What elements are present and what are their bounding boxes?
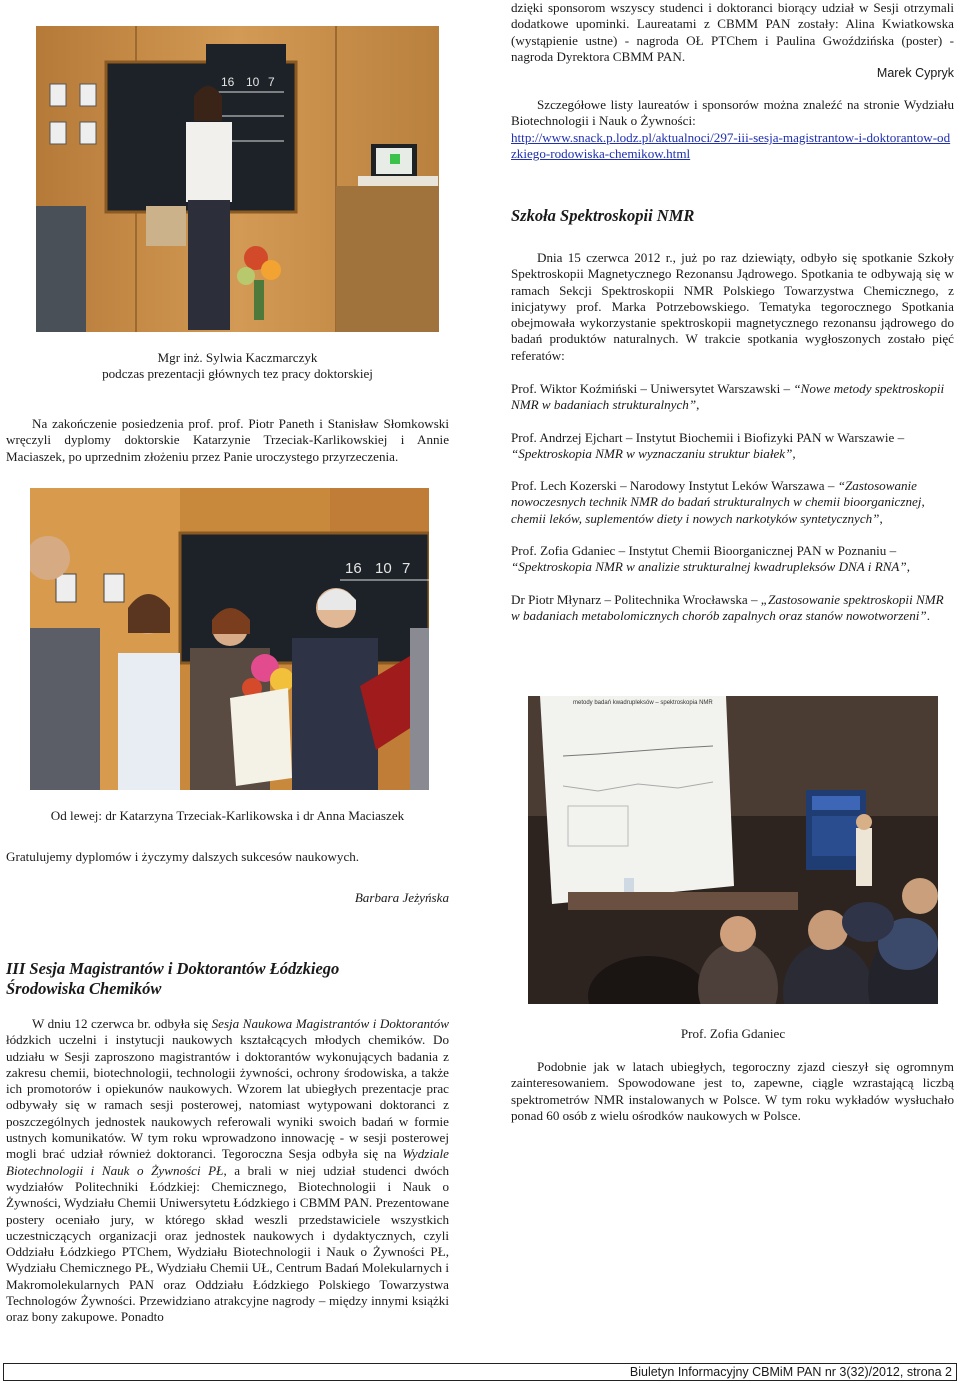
photo-caption-kaczmarczyk: Mgr inż. Sylwia Kaczmarczyk podczas prezentacji głównych tez pracy doktorskiej xyxy=(102,350,373,382)
author-signature: Marek Cypryk xyxy=(876,66,954,80)
talk-item: Prof. Lech Kozerski – Narodowy Instytut Leków Warszawa – “Zastosowanie nowoczesnych technik NMR do badań strukturalnych w chemii bioorganicznej, chemii leków, suplementów diety i nowych narkotyków syntetycznych”, xyxy=(511,478,925,526)
page-footer xyxy=(3,1363,957,1381)
nmr-intro-paragraph: Dnia 15 czerwca 2012 r., już po raz dziewiąty, odbyło się spotkanie Szkoły Spektroskopii Magnetycznego Rezonansu Jądrowego. Spotkania te odbywają się w ramach Sekcji Spektroskopii NMR Polskiego Towarzystwa Chemicznego, z inicjatywy prof. Marka Potrzebowskiego. Tematyka tegorocznego Spotkania obejmowała wykorzystanie spektroskopii magnetycznego rezonansu jądrowego do badań produktów naturalnych. W trakcie spotkania wygłoszonych zostało pięć referatów: xyxy=(511,250,954,363)
photo-caption-gdaniec: Prof. Zofia Gdaniec xyxy=(680,1026,786,1041)
talk-item: Prof. Wiktor Koźmiński – Uniwersytet Warszawski – “Nowe metody spektroskopii NMR w badaniach strukturalnych”, xyxy=(511,381,945,413)
diploma-ceremony-photo xyxy=(30,488,429,790)
board-number: 10 xyxy=(246,75,260,89)
talk-item: Prof. Zofia Gdaniec – Instytut Chemii Bioorganicznej PAN w Poznaniu – “Spektroskopia NMR w analizie strukturalnej kwadrupleksów DNA i RNA”, xyxy=(511,543,910,575)
author-signature: Barbara Jeżyńska xyxy=(354,890,449,905)
board-number: 7 xyxy=(402,560,411,577)
phd-paragraph: Na zakończenie posiedzenia prof. prof. Piotr Paneth i Stanisław Słomkowski wręczyli dyplomy doktorskie Katarzynie Trzeciak-Karlikowskiej i Annie Maciaszek, po uprzednim złożeniu przez Panie uroczystego przyrzeczenia. xyxy=(6,416,449,464)
details-paragraph: Szczegółowe listy laureatów i sponsorów można znaleźć na stronie Wydziału Biotechnologii i Nauk o Żywności: xyxy=(511,97,954,129)
section-title-session: III Sesja Magistrantów i Doktorantów Łódzkiego Środowiska Chemików xyxy=(6,959,340,998)
lecture-hall-photo xyxy=(528,696,938,1004)
talk-item: Dr Piotr Młynarz – Politechnika Wrocławska – „Zastosowanie spektroskopii NMR w badaniach metabolomicznych chorób zapalnych oraz stanów nowotworzeni”. xyxy=(511,591,944,623)
nmr-closing-paragraph: Podobnie jak w latach ubiegłych, tegoroczny zjazd cieszył się ogromnym zainteresowaniem. Spowodowane jest to, zapewne, ciągle wzrastającą liczbą spektrometrów NMR instalowanych w Polsce. W tym roku wykładów wysłuchało ponad 60 osób z wielu ośrodków naukowych w Polsce. xyxy=(511,1059,954,1123)
photo-caption-doctors: Od lewej: dr Katarzyna Trzeciak-Karlikowska i dr Anna Maciaszek xyxy=(50,808,405,823)
presentation-photo xyxy=(36,26,439,332)
board-number: 16 xyxy=(345,560,362,577)
congratulations-text: Gratulujemy dyplomów i życzymy dalszych sukcesów naukowych. xyxy=(6,849,360,864)
section-title-nmr: Szkoła Spektroskopii NMR xyxy=(511,206,695,225)
footer-text: Biuletyn Informacyjny CBMiM PAN nr 3(32)/2012, strona 2 xyxy=(629,1365,952,1379)
talks-list xyxy=(511,381,954,624)
talk-item: Prof. Andrzej Ejchart – Instytut Biochemii i Biofizyki PAN w Warszawie – “Spektroskopia NMR w wyznaczaniu struktur białek”, xyxy=(511,429,905,461)
board-number: 10 xyxy=(375,560,392,577)
slide-title: metody badań kwadrupleksów – spektroskopia NMR xyxy=(573,700,713,706)
laureates-link[interactable]: http://www.snack.p.lodz.pl/aktualnoci/297-iii-sesja-magistrantow-i-doktorantow-odzkiego-rodowiska-chemikow.html xyxy=(511,130,951,162)
board-number: 7 xyxy=(268,75,275,89)
session-paragraph: W dniu 12 czerwca br. odbyła się Sesja Naukowa Magistrantów i Doktorantów łódzkich uczelni i instytucji naukowych kształcących młodych chemików. Do udziału w Sesji zaproszono magistrantów i doktorantów wykonujących badania z zakresu chemii, biotechnologii, technologii żywności, ochrony środowiska, a także ich promotorów i opiekunów naukowych. Wzorem lat ubiegłych prezentacje prac odbywały się w ramach sesji posterowej, natomiast wytypowani doktoranci z poszczególnych jednostek naukowych referowali wyniki swoich badań w formie ustnych komunikatów. W tym roku wprowadzono innowację - w sesji posterowej mogli brać udział również doktoranci. Tegoroczna Sesja odbyła się na Wydziale Biotechnologii i Nauk o Żywności PŁ, a brali w niej udział studenci dwóch wydziałów Politechniki Łódzkiej: Chemicznego, Biotechnologii i Nauk o Żywności, Wydziału Chemii Uniwersytetu Łódzkiego i CBMM PAN. Prezentowane postery oceniało jury, w którego skład weszli przedstawiciele wszystkich uczestniczących organizacji oraz jednostek naukowych i dydaktycznych, czyli Oddziału Łódzkiego PTChem, Wydziału Biotechnologii i Nauk o Żywności PŁ, Wydziału Chemicznego PŁ, Wydziału Chemii UŁ, Centrum Badań Molekularnych i Makromolekularnych PAN oraz Oddziału Łódzkiego Polskiego Towarzystwa Technologów Żywności. Przewidziano atrakcyjne nagrody – między innymi książki oraz bony zakupowe. Ponadto xyxy=(6,1016,450,1325)
intro-paragraph: dzięki sponsorom wszyscy studenci i doktoranci biorący udział w Sesji otrzymali dodatkowe upominki. Laureatami z CBMM PAN zostały: Alina Kwiatkowska (wystąpienie ustne) - nagroda OŁ PTChem i Paulina Gwoździńska (poster) - nagroda Dyrektora CBMM PAN. xyxy=(511,0,954,64)
board-number: 16 xyxy=(221,75,235,89)
